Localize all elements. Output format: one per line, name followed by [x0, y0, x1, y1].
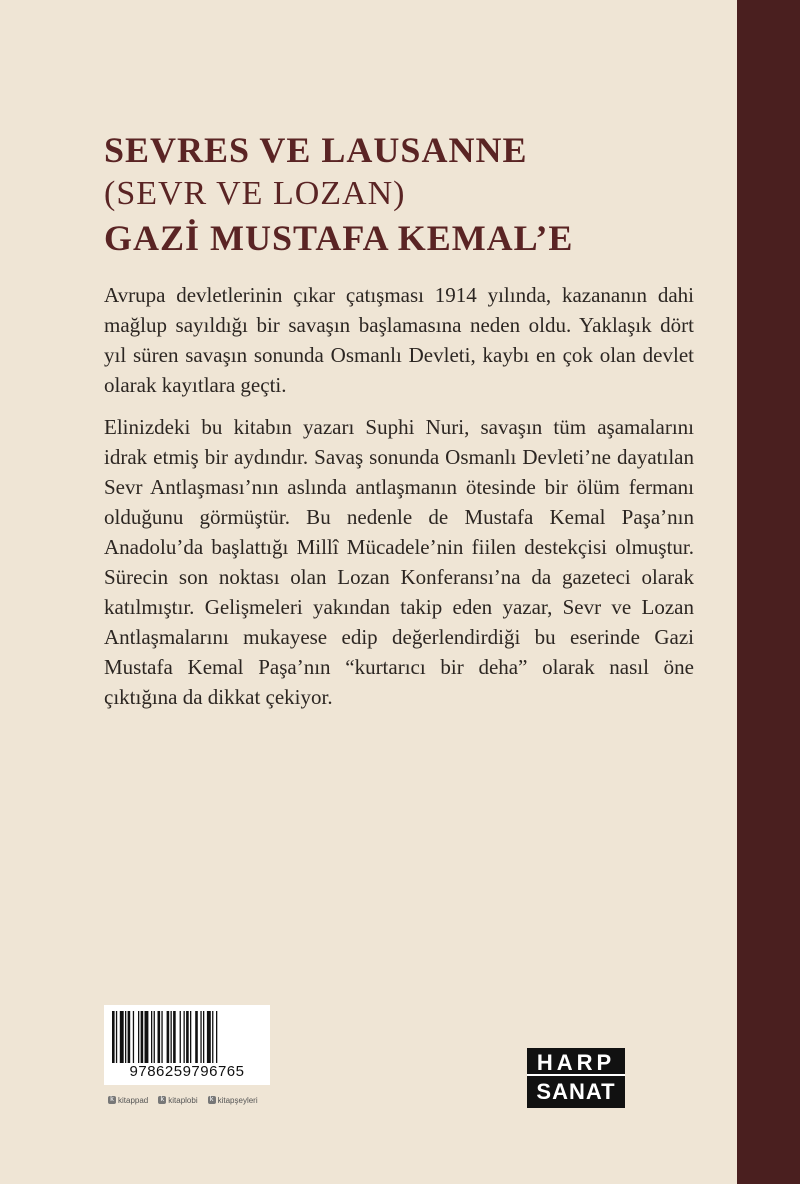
barcode-bar [200, 1011, 201, 1063]
barcode-bar [125, 1011, 126, 1063]
barcode-bar [116, 1011, 117, 1063]
book-subtitle: (SEVR VE LOZAN) [104, 175, 406, 212]
barcode-bar [158, 1011, 161, 1063]
barcode-bar [133, 1011, 134, 1063]
store-logo-kitaplobi: k kitaplobi [158, 1096, 197, 1105]
barcode-bar [151, 1011, 152, 1063]
barcode-bar [128, 1011, 131, 1063]
kitappad-icon: k [108, 1096, 116, 1104]
barcode-bar [186, 1011, 189, 1063]
publisher-name-top: HARP [527, 1050, 625, 1076]
barcode-bar [207, 1011, 211, 1063]
barcode-bar [171, 1011, 172, 1063]
isbn-number: 9786259796765 [129, 1063, 245, 1080]
barcode-bar [173, 1011, 176, 1063]
barcode-bar [145, 1011, 149, 1063]
barcode-bar [167, 1011, 170, 1063]
store-logo-kitapseyleri: k kitapşeyleri [208, 1096, 258, 1105]
barcode-bar [154, 1011, 155, 1063]
barcode-bar [203, 1011, 204, 1063]
book-dedication: GAZİ MUSTAFA KEMAL’E [104, 218, 574, 258]
barcode-bar [216, 1011, 217, 1063]
title-block [104, 128, 704, 260]
book-title: SEVRES VE LAUSANNE [104, 130, 528, 170]
publisher-logo [527, 1048, 625, 1108]
store-logos [108, 1092, 278, 1108]
book-spine [737, 0, 800, 1184]
barcode-bar [195, 1011, 198, 1063]
kitaplobi-icon: k [158, 1096, 166, 1104]
back-cover-text [104, 280, 694, 724]
barcode-bar [112, 1011, 115, 1063]
barcode-bars [112, 1011, 262, 1063]
barcode-bar [120, 1011, 124, 1063]
barcode-bar [138, 1011, 139, 1063]
publisher-name-bottom: SANAT [536, 1079, 616, 1104]
kitapseyleri-icon: k [208, 1096, 216, 1104]
barcode [104, 1005, 270, 1085]
barcode-bar [190, 1011, 191, 1063]
paragraph: Elinizdeki bu kitabın yazarı Suphi Nuri, savaşın tüm aşamalarını idrak etmiş bir aydındır. Savaş sonunda Osmanlı Devleti’ne dayatılan Sevr Antlaşması’nın aslında antlaşmanın ötesinde bir ölüm fermanı olduğunu görmüştür. Bu nedenle de Mustafa Kemal Paşa’nın Anadolu’da başlattığı Millî Mücadele’nin fiilen destekçisi olmuştur. Sürecin son noktası olan Lozan Konferansı’na da gazeteci olarak katılmıştır. Gelişmeleri yakından takip eden yazar, Sevr ve Lozan Antlaşmalarını mukayese edip değerlendirdiği bu eserinde Gazi Mustafa Kemal Paşa’nın “kurtarıcı bir deha” olarak nasıl öne çıktığına da dikkat çekiyor. [104, 415, 694, 709]
barcode-bar [161, 1011, 162, 1063]
paragraph: Avrupa devletlerinin çıkar çatışması 1914 yılında, kazananın dahi mağlup sayıldığı bir savaşın başlamasına neden oldu. Yaklaşık dört yıl süren savaşın sonunda Osmanlı Devleti, kaybı en çok olan devlet olarak kayıtlara geçti. [104, 283, 694, 397]
barcode-bar [212, 1011, 213, 1063]
barcode-bar [141, 1011, 144, 1063]
barcode-bar [180, 1011, 181, 1063]
store-logo-kitappad: k kitappad [108, 1096, 148, 1105]
barcode-bar [184, 1011, 185, 1063]
